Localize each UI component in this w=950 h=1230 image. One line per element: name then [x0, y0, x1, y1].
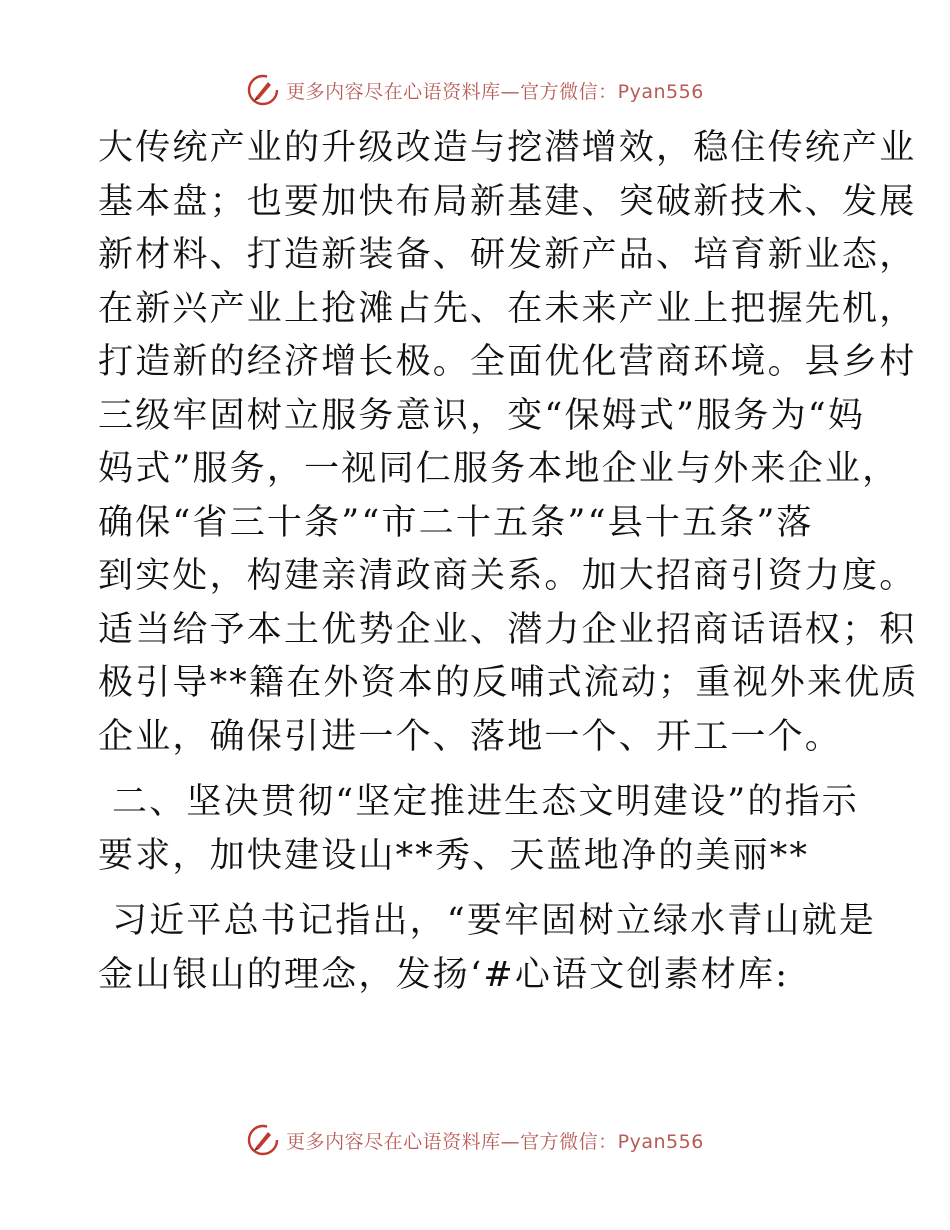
text-line: 大传统产业的升级改造与挖潜增效，稳住传统产业 — [98, 128, 917, 168]
section-heading-2 — [98, 776, 858, 883]
text-line: 习近平总书记指出，“要牢固树立绿水青山就是 — [112, 901, 877, 941]
document-body — [98, 122, 919, 1002]
text-line: 在新兴产业上抢滩占先、在未来产业上把握先机， — [98, 288, 917, 329]
footer-banner-text: 更多内容尽在心语资料库—官方微信：Pyan556 — [286, 1130, 704, 1153]
text-line: 三级牢固树立服务意识，变“保姆式”服务为“妈 — [98, 395, 866, 436]
text-line: 打造新的经济增长极。全面优化营商环境。县乡村 — [98, 342, 917, 382]
heading-line: 要求，加快建设山**秀、天蓝地净的美丽** — [98, 835, 810, 876]
text-line: 到实处，构建亲清政商关系。加大招商引资力度。 — [98, 556, 917, 596]
text-line: 极引导**籍在外资本的反哺式流动；重视外来优质 — [98, 663, 919, 703]
header-banner-text: 更多内容尽在心语资料库—官方微信：Pyan556 — [286, 80, 704, 103]
heading-line: 二、坚决贯彻“坚定推进生态文明建设”的指示 — [112, 782, 859, 822]
text-line: 基本盘；也要加快布局新基建、突破新技术、发展 — [98, 181, 917, 222]
text-line: 确保“省三十条”“市二十五条”“县十五条”落 — [98, 502, 814, 543]
paragraph-3 — [98, 895, 877, 1002]
paragraph-1 — [98, 122, 919, 764]
footer-banner — [0, 1120, 950, 1160]
text-line: 金山银山的理念，发扬‘#心语文创素材库: — [98, 954, 790, 995]
text-line: 妈式”服务，一视同仁服务本地企业与外来企业， — [98, 449, 900, 489]
header-banner — [0, 70, 950, 110]
text-line: 适当给予本土优势企业、潜力企业招商话语权；积 — [98, 609, 917, 650]
text-line: 企业，确保引进一个、落地一个、开工一个。 — [98, 716, 843, 757]
paragraph-spacer — [98, 764, 858, 776]
brand-logo-icon — [246, 73, 280, 107]
brand-logo-icon — [246, 1123, 280, 1157]
text-line: 新材料、打造新装备、研发新产品、培育新业态， — [98, 235, 917, 275]
paragraph-spacer — [98, 883, 858, 895]
